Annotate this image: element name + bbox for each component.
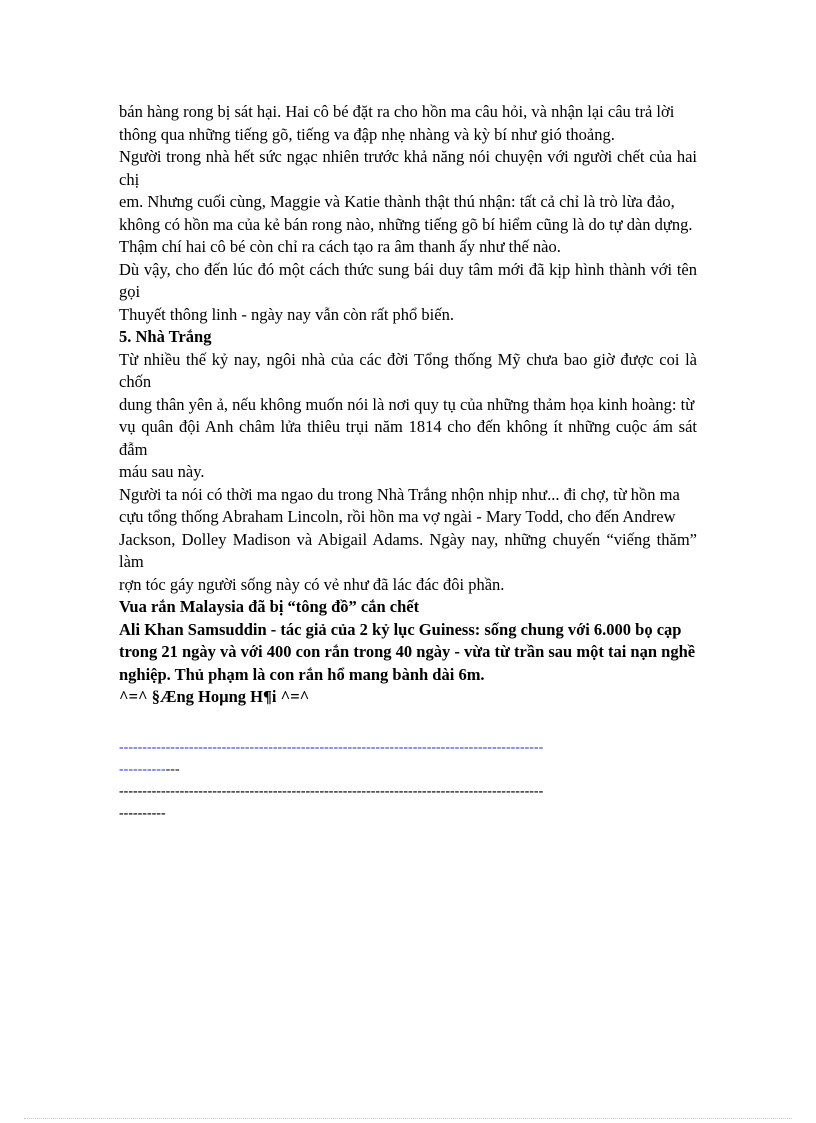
blue-separator-segment: ---------- bbox=[119, 761, 166, 777]
paragraph: Dù vậy, cho đến lúc đó một cách thức sung bái duy tâm mới đã kịp hình thành với tên gọi bbox=[119, 259, 697, 301]
section-heading: 5. Nhà Trắng bbox=[119, 327, 212, 346]
paragraph: thông qua những tiếng gõ, tiếng va đập nhẹ nhàng và kỳ bí như gió thoảng. bbox=[119, 124, 615, 144]
separator-tail: --- bbox=[165, 761, 180, 777]
news-paragraph: nghiệp. Thủ phạm là con rắn hổ mang bành dài 6m. bbox=[119, 664, 485, 684]
paragraph: Thuyết thông linh - ngày nay vẫn còn rất phổ biến. bbox=[119, 304, 454, 324]
paragraph: cựu tổng thống Abraham Lincoln, rồi hồn ma vợ ngài - Mary Todd, cho đến Andrew bbox=[119, 507, 676, 526]
author-signature: ^=^ §Æng Hoµng H¶i ^=^ bbox=[119, 687, 310, 706]
body-text bbox=[119, 101, 697, 825]
paragraph: Người ta nói có thời ma ngao du trong Nhà Trắng nhộn nhịp như... đi chợ, từ hồn ma bbox=[119, 484, 680, 504]
paragraph: máu sau này. bbox=[119, 462, 205, 481]
news-paragraph: trong 21 ngày và với 400 con rắn trong 40 ngày - vừa từ trần sau một tai nạn nghề bbox=[119, 642, 696, 661]
page-bottom-border bbox=[24, 1118, 792, 1119]
paragraph: Từ nhiều thế kỷ nay, ngôi nhà của các đời Tổng thống Mỹ chưa bao giờ được coi là chốn bbox=[119, 349, 697, 391]
paragraph: Người trong nhà hết sức ngạc nhiên trước khả năng nói chuyện với người chết của hai chị bbox=[119, 147, 697, 189]
news-headline: Vua rắn Malaysia đã bị “tông đồ” cắn chết bbox=[119, 597, 420, 616]
black-separator-line-end: ---------- bbox=[119, 805, 166, 821]
paragraph: không có hồn ma của kẻ bán rong nào, những tiếng gõ bí hiểm cũng là do tự dàn dựng. bbox=[119, 214, 693, 234]
paragraph: dung thân yên ả, nếu không muốn nói là nơi quy tụ của những thảm họa kinh hoàng: từ bbox=[119, 394, 695, 414]
blue-separator-line-end bbox=[119, 759, 697, 781]
news-paragraph: Ali Khan Samsuddin - tác giả của 2 kỷ lục Guiness: sống chung với 6.000 bọ cạp bbox=[119, 619, 682, 639]
blue-separator-line: ------------------------------------------------------------------------------------------- bbox=[119, 739, 544, 755]
paragraph: Jackson, Dolley Madison và Abigail Adams. Ngày nay, những chuyến “viếng thăm” làm bbox=[119, 529, 697, 571]
paragraph: bán hàng rong bị sát hại. Hai cô bé đặt ra cho hồn ma câu hỏi, và nhận lại câu trả lời bbox=[119, 102, 675, 121]
paragraph: Thậm chí hai cô bé còn chỉ ra cách tạo ra âm thanh ấy như thế nào. bbox=[119, 237, 561, 256]
black-separator-line: ------------------------------------------------------------------------------------------- bbox=[119, 783, 544, 799]
paragraph: vụ quân đội Anh châm lửa thiêu trụi năm 1814 cho đến không ít những cuộc ám sát đẫm bbox=[119, 417, 697, 459]
paragraph: em. Nhưng cuối cùng, Maggie và Katie thành thật thú nhận: tất cả chỉ là trò lừa đảo, bbox=[119, 192, 675, 211]
paragraph: rợn tóc gáy người sống này có vẻ như đã lác đác đôi phần. bbox=[119, 574, 505, 594]
